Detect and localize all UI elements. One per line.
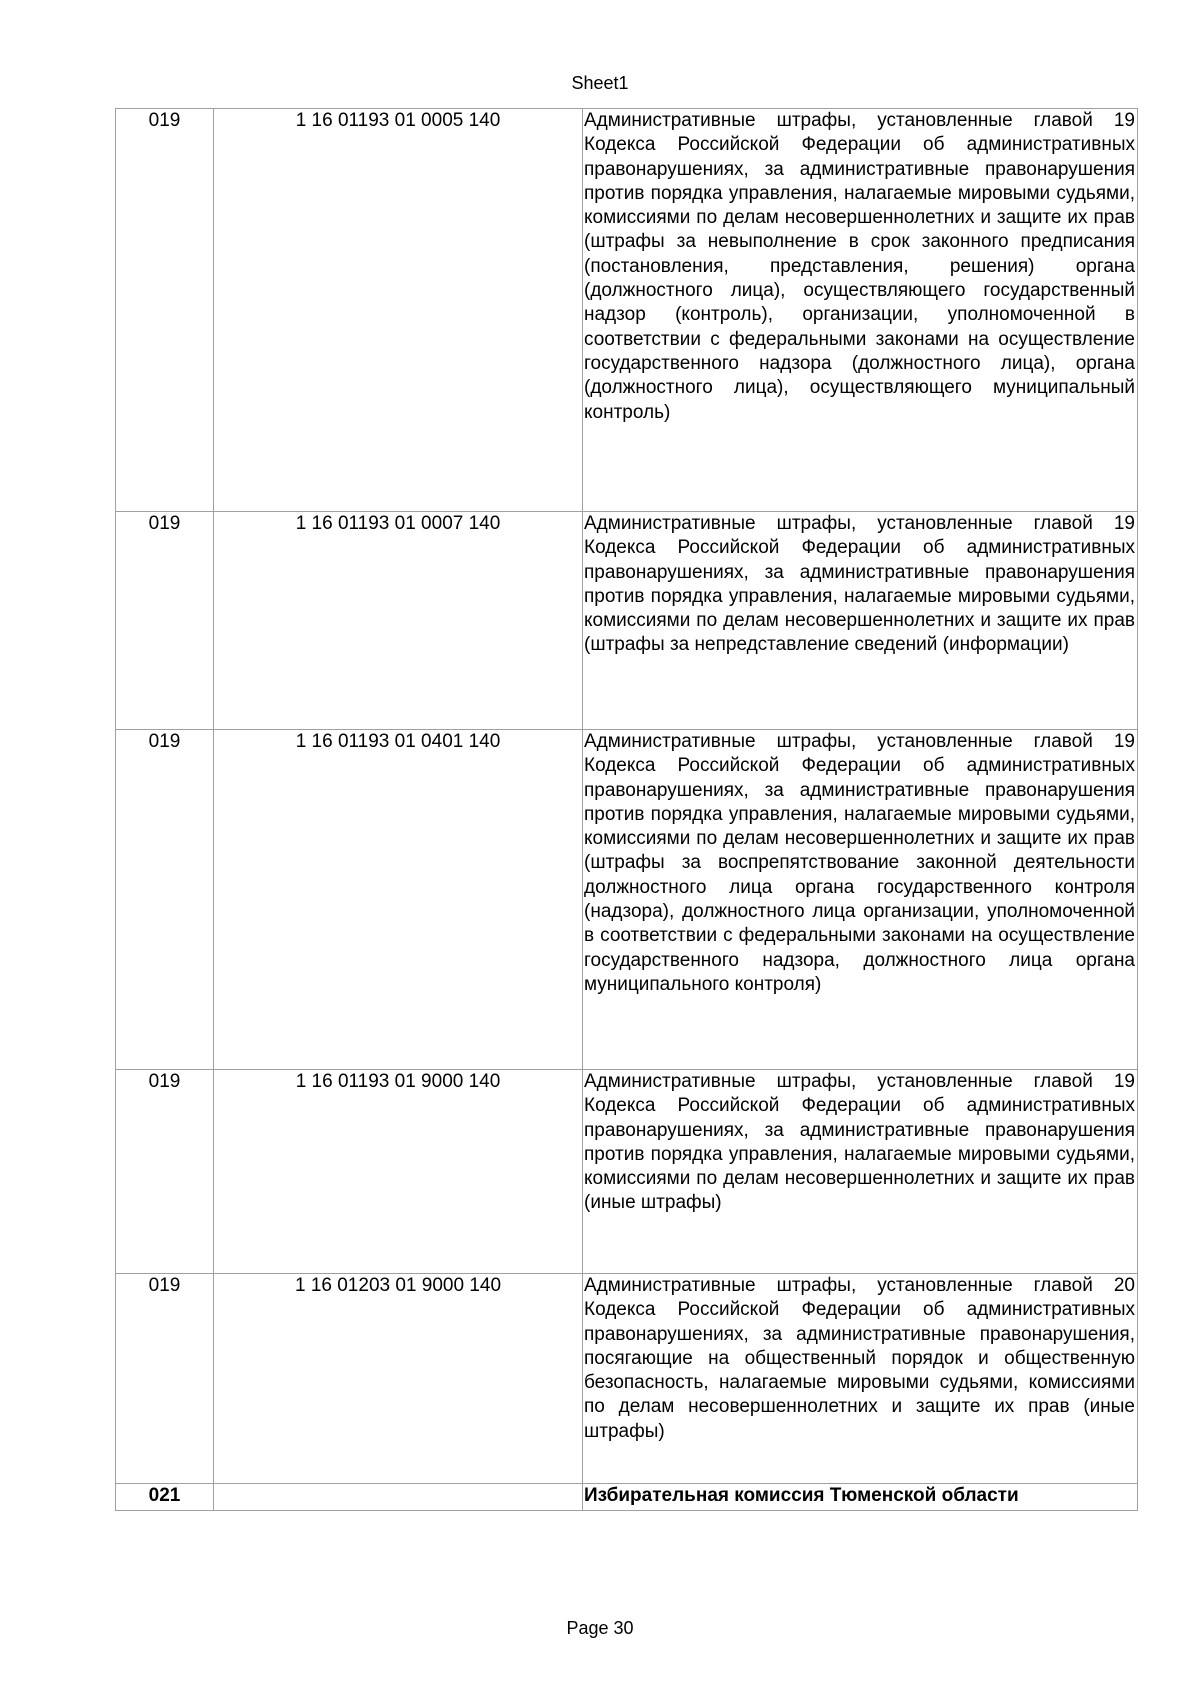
kbk-code-cell: 1 16 01193 01 0007 140 — [214, 512, 583, 730]
revenue-name-cell — [583, 512, 1138, 730]
sheet-title: Sheet1 — [571, 73, 629, 93]
kbk-code-cell: 1 16 01193 01 9000 140 — [214, 1070, 583, 1274]
revenue-name-cell — [583, 109, 1138, 512]
table-row — [116, 512, 1138, 730]
revenue-name-cell — [583, 1274, 1138, 1484]
kbk-code-cell — [214, 1484, 583, 1511]
admin-code-cell: 019 — [116, 512, 214, 730]
revenue-name-cell — [583, 730, 1138, 1070]
admin-code-cell: 019 — [116, 109, 214, 512]
revenue-name-text: Административные штрафы, установленные главой 19 Кодекса Российской Федерации об административных правонарушениях, за административные правонарушения против порядка управления, налагаемые мировыми судьями, комиссиями по делам несовершеннолетних и защите их прав (иные штрафы) — [584, 1071, 1135, 1214]
kbk-code-cell: 1 16 01193 01 0401 140 — [214, 730, 583, 1070]
budget-codes-table — [115, 108, 1138, 1511]
table-row — [116, 730, 1138, 1070]
table-row — [116, 109, 1138, 512]
admin-code-cell: 019 — [116, 730, 214, 1070]
admin-code-cell: 019 — [116, 1070, 214, 1274]
revenue-name-text: Административные штрафы, установленные главой 20 Кодекса Российской Федерации об административных правонарушениях, за административные правонарушения, посягающие на общественный порядок и общественную безопасность, налагаемые мировыми судьями, комиссиями по делам несовершеннолетних и защите их прав (иные штрафы) — [584, 1275, 1135, 1442]
table-row — [116, 1484, 1138, 1511]
revenue-name-text: Административные штрафы, установленные главой 19 Кодекса Российской Федерации об административных правонарушениях, за административные правонарушения против порядка управления, налагаемые мировыми судьями, комиссиями по делам несовершеннолетних и защите их прав (штрафы за воспрепятствование законной деятельности должностного лица органа государственного контроля (надзора), должностного лица организации, уполномоченной в соответствии с федеральными законами на осуществление государственного надзора, должностного лица органа муниципального контроля) — [584, 731, 1135, 995]
revenue-name-text: Административные штрафы, установленные главой 19 Кодекса Российской Федерации об административных правонарушениях, за административные правонарушения против порядка управления, налагаемые мировыми судьями, комиссиями по делам несовершеннолетних и защите их прав (штрафы за невыполнение в срок законного предписания (постановления, представления, решения) органа (должностного лица), осуществляющего государственный надзор (контроль), организации, уполномоченной в соответствии с федеральными законами на осуществление государственного надзора (должностного лица), органа (должностного лица), осуществляющего муниципальный контроль) — [584, 110, 1135, 423]
table-row — [116, 1274, 1138, 1484]
admin-code-cell: 021 — [116, 1484, 214, 1511]
revenue-name-cell — [583, 1070, 1138, 1274]
kbk-code-cell: 1 16 01193 01 0005 140 — [214, 109, 583, 512]
revenue-name-text: Избирательная комиссия Тюменской области — [584, 1485, 1019, 1506]
page-number: Page 30 — [566, 1618, 634, 1638]
revenue-name-text: Административные штрафы, установленные главой 19 Кодекса Российской Федерации об административных правонарушениях, за административные правонарушения против порядка управления, налагаемые мировыми судьями, комиссиями по делам несовершеннолетних и защите их прав (штрафы за непредставление сведений (информации) — [584, 513, 1135, 656]
kbk-code-cell: 1 16 01203 01 9000 140 — [214, 1274, 583, 1484]
table-row — [116, 1070, 1138, 1274]
revenue-name-cell — [583, 1484, 1138, 1511]
admin-code-cell: 019 — [116, 1274, 214, 1484]
